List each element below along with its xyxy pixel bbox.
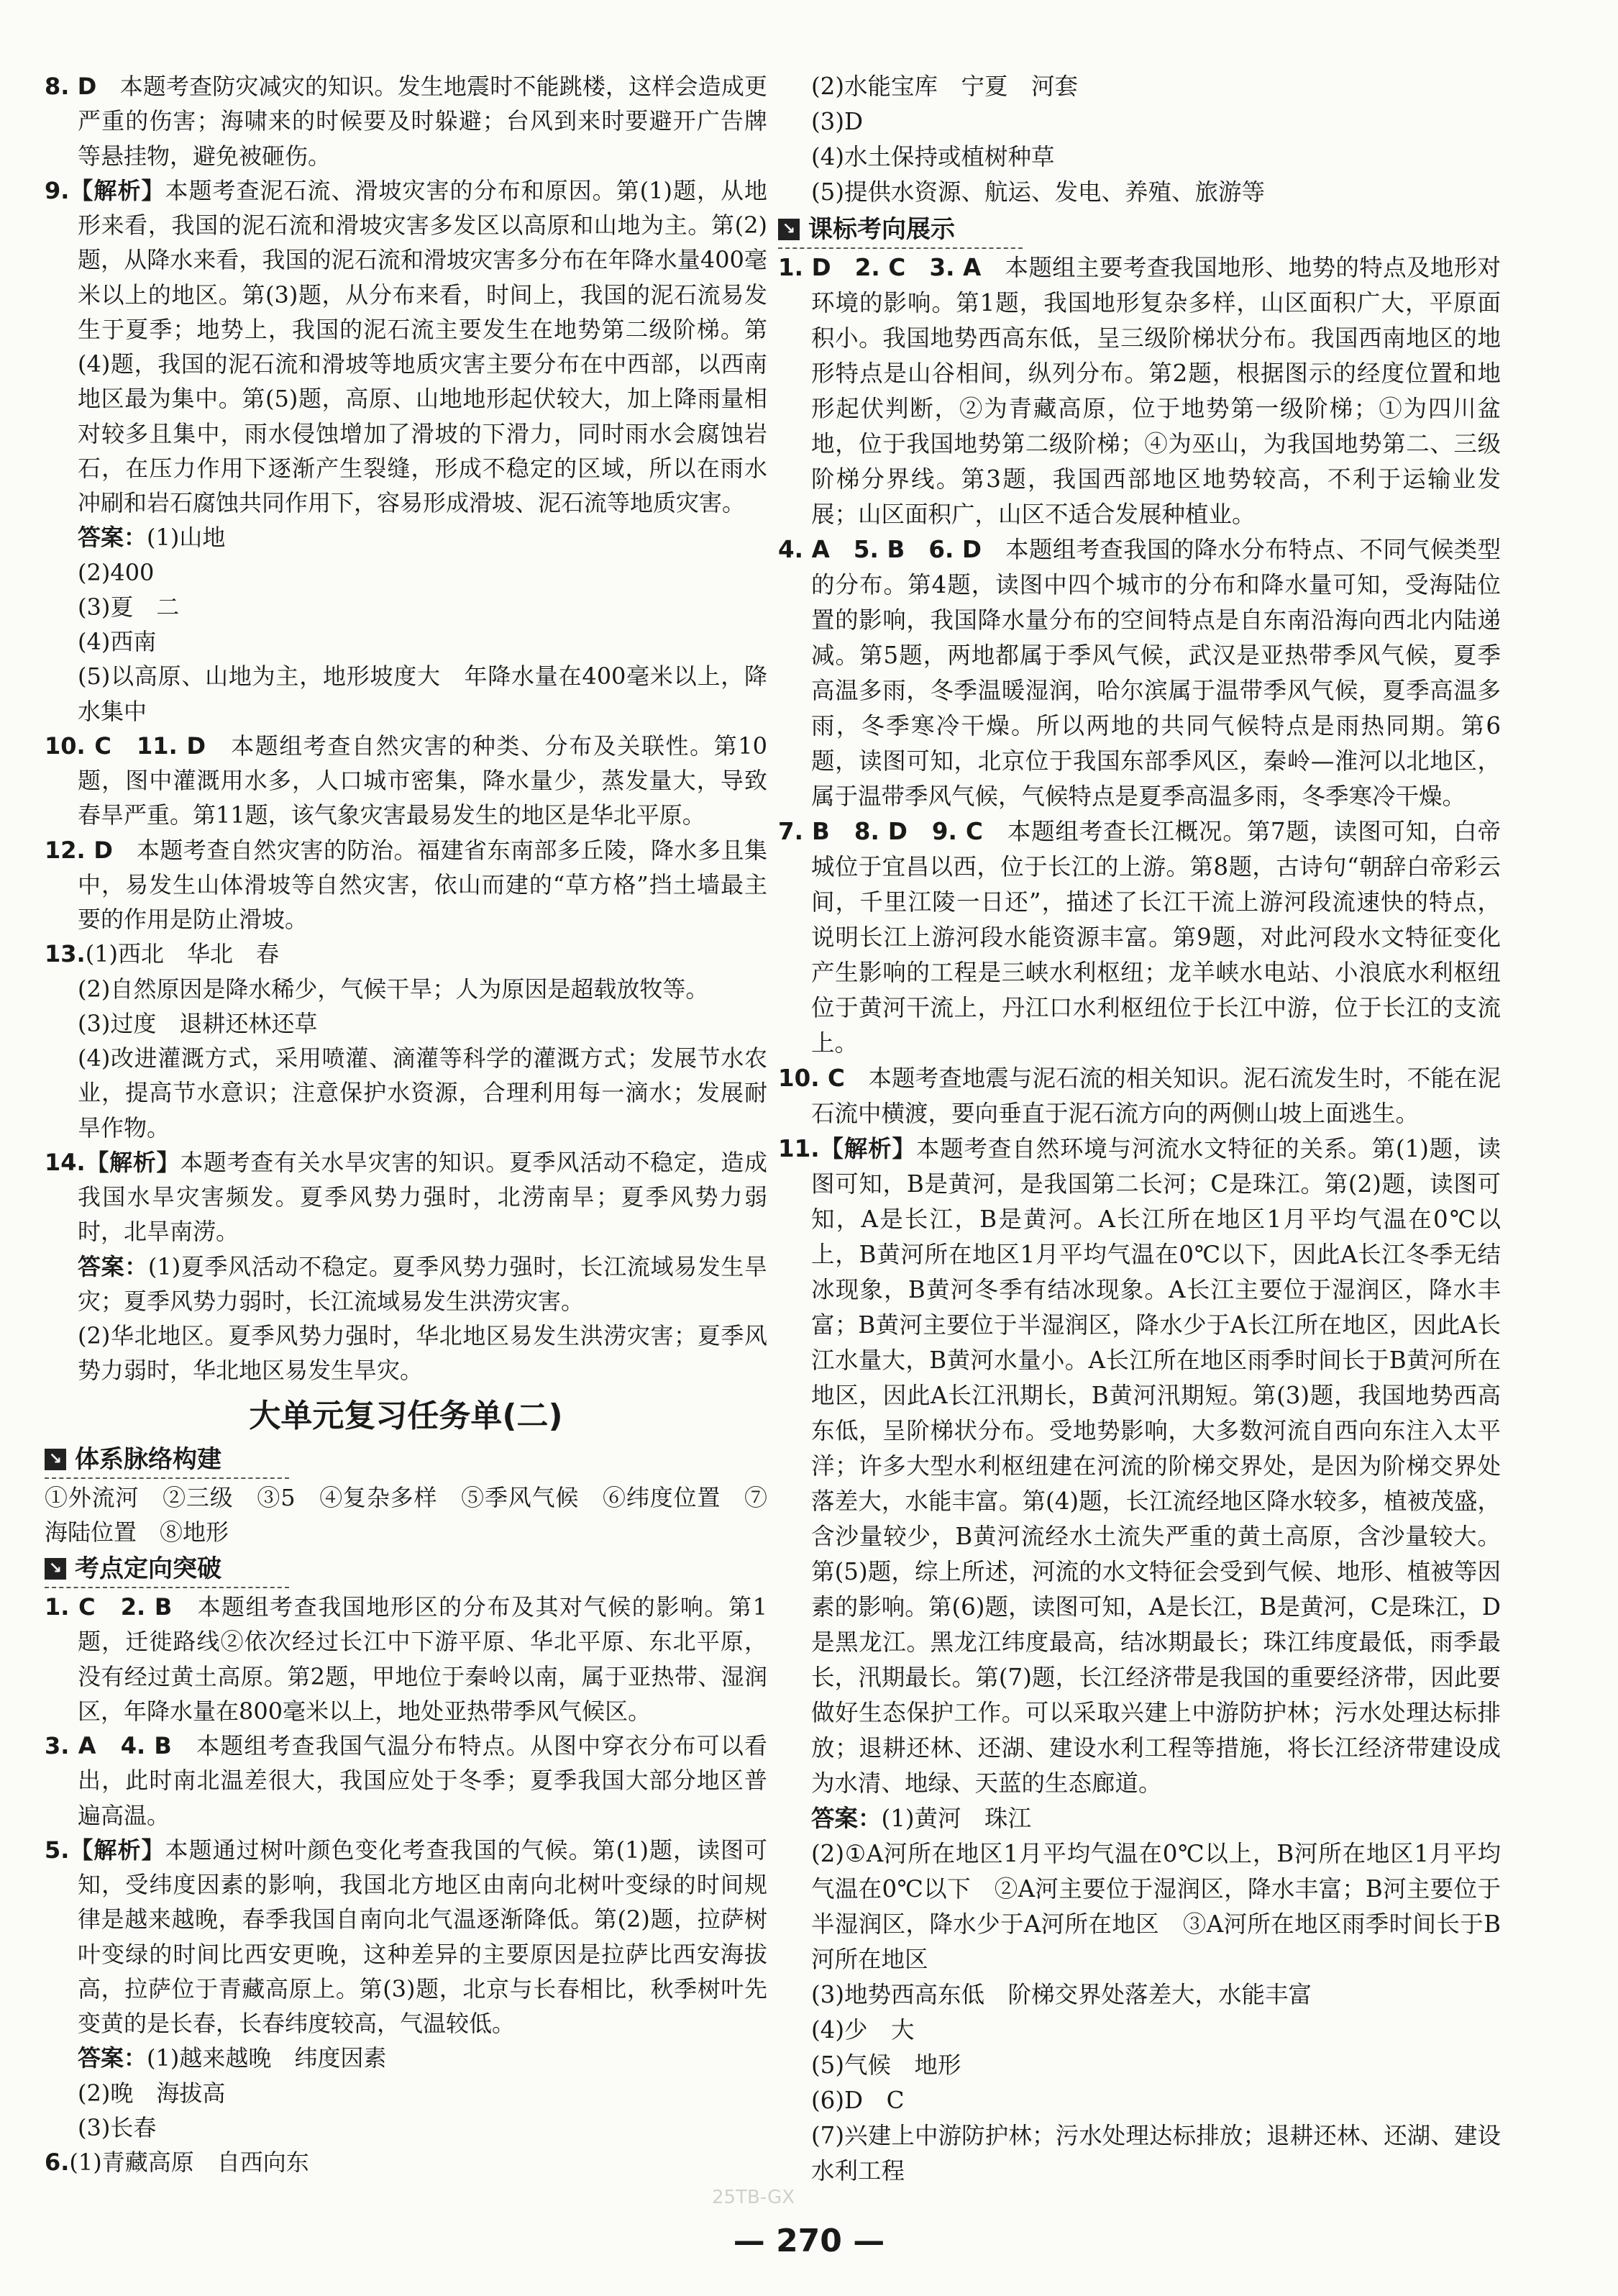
answer-9-line: (5)以高原、山地为主，地形坡度大 年降水量在400毫米以上，降水集中 — [78, 662, 767, 725]
answer-9: 答案：(1)山地 — [78, 524, 226, 552]
answer-5-line: (3)长春 — [78, 2113, 157, 2141]
answer-item-14: 14.【解析】本题考查有关水旱灾害的知识。夏季风活动不稳定，造成我国水旱灾害频发。夏季风势力强时，北涝南旱；夏季风势力弱时，北旱南涝。 — [45, 1148, 767, 1246]
right-column — [778, 69, 1501, 2189]
answer-11: 答案：(1)黄河 珠江 — [811, 1805, 1032, 1832]
arrow-icon: ↘ — [778, 219, 800, 240]
answer-item-12: 12. D 本题考查自然灾害的防治。福建省东南部多丘陵，降水多且集中，易发生山体滑坡等自然灾害，依山而建的“草方格”挡土墙最主要的作用是防止滑坡。 — [45, 836, 767, 933]
answer-13-line: (2)自然原因是降水稀少，气候干旱；人为原因是超载放牧等。 — [78, 975, 709, 1003]
answer-11-line: (2)①A河所在地区1月平均气温在0℃以上，B河所在地区1月平均气温在0℃以下 ②A河主要位于湿润区，降水丰富；B河主要位于半湿润区，降水少于A河所在地区 ③A河所在地区雨季时间长于B河所在地区 — [811, 1840, 1501, 1973]
answer-13-line: (3)过度 退耕还林还草 — [78, 1009, 318, 1037]
answer-11-line: (4)少 大 — [811, 2016, 915, 2044]
answer-item-13: 13.(1)西北 华北 春 — [45, 940, 280, 968]
section-header: ↘ 体系脉络构建 — [45, 1441, 289, 1479]
answer-9-line: (4)西南 — [78, 628, 157, 655]
answer-item-1-3: 1. D 2. C 3. A 本题组主要考查我国地形、地势的特点及地形对环境的影响。第1题，我国地形复杂多样，山区面积广大，平原面积小。我国地势西高东低，呈三级阶梯状分布。我国西南地区的地形特点是山谷相间，纵列分布。第2题，根据图示的经度位置和地形起伏判断，②为青藏高原，位于地势第一级阶梯；①为四川盆地，位于我国地势第二级阶梯；④为巫山，为我国地势第二、三级阶梯分界线。第3题，我国西部地区地势较高，不利于运输业发展；山区面积广，山区不适合发展种植业。 — [778, 254, 1501, 528]
answer-5-line: (2)晚 海拔高 — [78, 2079, 226, 2107]
answer-9-line: (3)夏 二 — [78, 593, 180, 621]
section-header: ↘ 考点定向突破 — [45, 1551, 289, 1588]
section-header: ↘ 课标考向展示 — [778, 211, 1023, 249]
answer-11-line: (3)地势西高东低 阶梯交界处落差大，水能丰富 — [811, 1981, 1312, 2008]
answer-item-10: 10. C 本题考查地震与泥石流的相关知识。泥石流发生时，不能在泥石流中横渡，要向垂直于泥石流方向的两侧山坡上面逃生。 — [778, 1065, 1501, 1127]
answer-6-line: (4)水土保持或植树种草 — [811, 143, 1055, 170]
answer-14: 答案：(1)夏季风活动不稳定。夏季风势力强时，长江流域易发生旱灾；夏季风势力弱时，长江流域易发生洪涝灾害。 — [78, 1252, 767, 1315]
answer-13-line: (4)改进灌溉方式，采用喷灌、滴灌等科学的灌溉方式；发展节水农业，提高节水意识；注意保护水资源，合理利用每一滴水；发展耐旱作物。 — [78, 1044, 767, 1142]
answer-6-line: (5)提供水资源、航运、发电、养殖、旅游等 — [811, 178, 1266, 206]
watermark: 25TB-GX — [712, 2187, 795, 2208]
arrow-icon: ↘ — [45, 1558, 66, 1580]
answer-item-7-9: 7. B 8. D 9. C 本题组考查长江概况。第7题，读图可知，白帝城位于宜昌以西，位于长江的上游。第8题，古诗句“朝辞白帝彩云间，千里江陵一日还”，描述了长江干流上游河段流速快的特点，说明长江上游河段水能资源丰富。第9题，对此河段水文特征变化产生影响的工程是三峡水利枢纽；龙羊峡水电站、小浪底水利枢纽位于黄河干流上，丹江口水利枢纽位于长江中游，位于长江的支流上。 — [778, 818, 1501, 1057]
answer-11-line: (7)兴建上中游防护林；污水处理达标排放；退耕还林、还湖、建设水利工程 — [811, 2122, 1501, 2185]
answer-9-line: (2)400 — [78, 558, 155, 586]
answer-5: 答案：(1)越来越晚 纬度因素 — [78, 2044, 387, 2072]
page-number: — 270 — — [733, 2223, 885, 2259]
answer-6-line: (2)水能宝库 宁夏 河套 — [811, 73, 1079, 100]
answer-item-8: 8. D 本题考查防灾减灾的知识。发生地震时不能跳楼，这样会造成更严重的伤害；海啸来的时候要及时躲避；台风到来时要避开广告牌等悬挂物，避免被砸伤。 — [45, 73, 767, 170]
answer-item-1-2: 1. C 2. B 本题组考查我国地形区的分布及其对气候的影响。第1题，迁徙路线②依次经过长江中下游平原、华北平原、东北平原，没有经过黄土高原。第2题，甲地位于秦岭以南，属于亚热带、湿润区，年降水量在800毫米以上，地处亚热带季风气候区。 — [45, 1593, 767, 1725]
answer-11-line: (6)D C — [811, 2087, 905, 2114]
answer-item-10-11: 10. C 11. D 本题组考查自然灾害的种类、分布及关联性。第10题，图中灌溉用水多，人口城市密集，降水量少，蒸发量大，导致春旱严重。第11题，该气象灾害最易发生的地区是华北平原。 — [45, 732, 767, 829]
answer-item-3-4: 3. A 4. B 本题组考查我国气温分布特点。从图中穿衣分布可以看出，此时南北温差很大，我国应处于冬季；夏季我国大部分地区普遍高温。 — [45, 1732, 767, 1829]
answer-14-line: (2)华北地区。夏季风势力强时，华北地区易发生洪涝灾害；夏季风势力弱时，华北地区易发生旱灾。 — [78, 1322, 767, 1385]
answer-6-line: (3)D — [811, 108, 864, 135]
answer-item-5: 5.【解析】本题通过树叶颜色变化考查我国的气候。第(1)题，读图可知，受纬度因素的影响，我国北方地区由南向北树叶变绿的时间规律是越来越晚，春季我国自南向北气温逐渐降低。第(2)题，拉萨树叶变绿的时间比西安更晚，这种差异的主要原因是拉萨比西安海拔高，拉萨位于青藏高原上。第(3)题，北京与长春相比，秋季树叶先变黄的是长春，长春纬度较高，气温较低。 — [45, 1836, 767, 2037]
answer-item-9: 9.【解析】本题考查泥石流、滑坡灾害的分布和原因。第(1)题，从地形来看，我国的泥石流和滑坡灾害多发区以高原和山地为主。第(2)题，从降水来看，我国的泥石流和滑坡灾害多分布在年降水量400毫米以上的地区。第(3)题，从分布来看，时间上，我国的泥石流易发生于夏季；地势上，我国的泥石流主要发生在地势第二级阶梯。第(4)题，我国的泥石流和滑坡等地质灾害主要分布在中西部，以西南地区最为集中。第(5)题，高原、山地地形起伏较大，加上降雨量相对较多且集中，雨水侵蚀增加了滑坡的下滑力，同时雨水会腐蚀岩石，在压力作用下逐渐产生裂缝，形成不稳定的区域，所以在雨水冲刷和岩石腐蚀共同作用下，容易形成滑坡、泥石流等地质灾害。 — [45, 176, 767, 516]
answer-item-11: 11.【解析】本题考查自然环境与河流水文特征的关系。第(1)题，读图可知，B是黄河，是我国第二长河；C是珠江。第(2)题，读图可知，A是长江，B是黄河。A长江所在地区1月平均气温在0℃以上，B黄河所在地区1月平均气温在0℃以下，因此A长江冬季无结冰现象，B黄河冬季有结冰现象。A长江主要位于湿润区，降水丰富；B黄河主要位于半湿润区，降水少于A长江所在地区，因此A长江水量大，B黄河水量小。A长江所在地区雨季时间长于B黄河所在地区，因此A长江汛期长，B黄河汛期短。第(3)题，我国地势西高东低，呈阶梯状分布。受地势影响，大多数河流自西向东注入太平洋；许多大型水利枢纽建在河流的阶梯交界处，是因为阶梯交界处落差大，水能丰富。第(4)题，长江流经地区降水较多，植被茂盛，含沙量较少，B黄河流经水土流失严重的黄土高原，含沙量较大。第(5)题，综上所述，河流的水文特征会受到气候、地形、植被等因素的影响。第(6)题，读图可知，A是长江，B是黄河，C是珠江，D是黑龙江。黑龙江纬度最高，结冰期最长；珠江纬度最低，雨季最长，汛期最长。第(7)题，长江经济带是我国的重要经济带，因此要做好生态保护工作。可以采取兴建上中游防护林；污水处理达标排放；退耕还林、还湖、建设水利工程等措施，将长江经济带建设成为水清、地绿、天蓝的生态廊道。 — [778, 1135, 1501, 1797]
framework-answers: ①外流河 ②三级 ③5 ④复杂多样 ⑤季风气候 ⑥纬度位置 ⑦海陆位置 ⑧地形 — [45, 1483, 767, 1546]
arrow-icon: ↘ — [45, 1449, 66, 1470]
answer-item-4-6: 4. A 5. B 6. D 本题组考查我国的降水分布特点、不同气候类型的分布。第4题，读图中四个城市的分布和降水量可知，受海陆位置的影响，我国降水量分布的空间特点是自东南沿海向西北内陆递减。第5题，两地都属于季风气候，武汉是亚热带季风气候，夏季高温多雨，冬季温暖湿润，哈尔滨属于温带季风气候，夏季高温多雨，冬季寒冷干燥。所以两地的共同气候特点是雨热同期。第6题，读图可知，北京位于我国东部季风区，秦岭—淮河以北地区，属于温带季风气候，气候特点是夏季高温多雨，冬季寒冷干燥。 — [778, 536, 1501, 810]
unit-title: 大单元复习任务单(二) — [249, 1397, 563, 1434]
answer-item-6: 6.(1)青藏高原 自西向东 — [45, 2149, 309, 2176]
left-column — [45, 69, 767, 2179]
answer-11-line: (5)气候 地形 — [811, 2051, 961, 2079]
